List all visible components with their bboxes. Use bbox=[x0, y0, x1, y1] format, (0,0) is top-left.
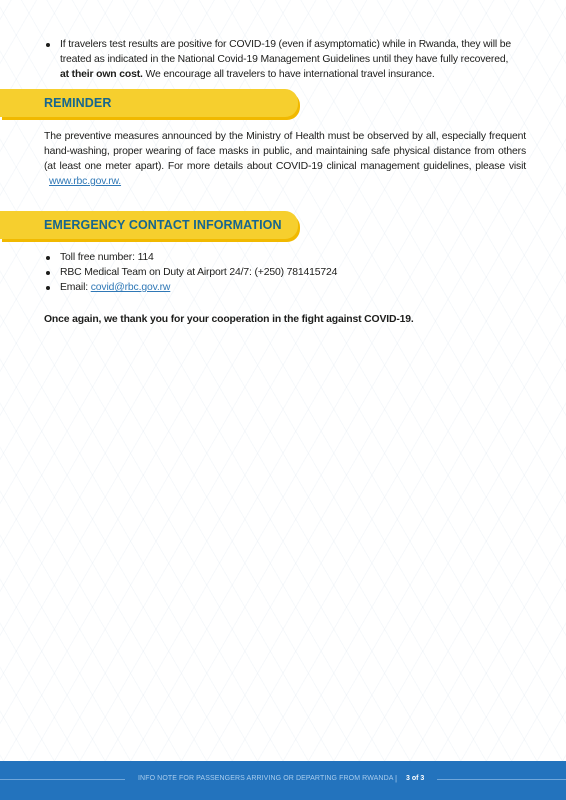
footer-divider-right bbox=[437, 779, 566, 780]
reminder-paragraph bbox=[44, 129, 526, 189]
medical-team-text: RBC Medical Team on Duty at Airport 24/7: (+250) 781415724 bbox=[60, 267, 338, 278]
reminder-text: The preventive measures announced by the Ministry of Health must be observed by all, especially frequent hand-washing, proper wearing of face masks in public, and maintaining safe physical distance from others (at least one meter apart). For more details about COVID-19 clinical management guidelines, please visit bbox=[44, 131, 526, 172]
emergency-banner bbox=[0, 211, 298, 239]
email-link[interactable]: covid@rbc.gov.rw bbox=[90, 282, 171, 293]
footer-note: INFO NOTE FOR PASSENGERS ARRIVING OR DEPARTING FROM RWANDA bbox=[138, 775, 394, 782]
intro-bullet-list bbox=[44, 37, 526, 82]
contact-item-medical-team bbox=[44, 265, 526, 280]
emergency-title: EMERGENCY CONTACT INFORMATION bbox=[44, 218, 282, 232]
footer-bar bbox=[0, 761, 566, 800]
reminder-title: REMINDER bbox=[44, 96, 112, 110]
rbc-website-link[interactable]: www.rbc.gov.rw. bbox=[49, 176, 122, 187]
intro-bullet-after: We encourage all travelers to have international travel insurance. bbox=[145, 69, 435, 80]
contact-item-email bbox=[44, 280, 526, 295]
email-label: Email: bbox=[60, 282, 88, 293]
footer-separator: | bbox=[395, 774, 398, 783]
intro-bullet-text: If travelers test results are positive for COVID-19 (even if asymptomatic) while in Rwanda, they will be treated as indicated in the National Covid-19 Management Guidelines until they have fully recovered, bbox=[60, 39, 512, 65]
intro-bullet bbox=[44, 37, 526, 82]
toll-free-text: Toll free number: 114 bbox=[60, 252, 154, 263]
reminder-banner bbox=[0, 89, 298, 117]
intro-bullet-bold: at their own cost. bbox=[60, 69, 143, 80]
closing-statement: Once again, we thank you for your cooperation in the fight against COVID-19. bbox=[44, 314, 414, 325]
page-number: 3 of 3 bbox=[406, 775, 425, 782]
contact-item-toll-free bbox=[44, 250, 526, 265]
footer-divider-left bbox=[0, 779, 125, 780]
contact-list bbox=[44, 250, 526, 295]
